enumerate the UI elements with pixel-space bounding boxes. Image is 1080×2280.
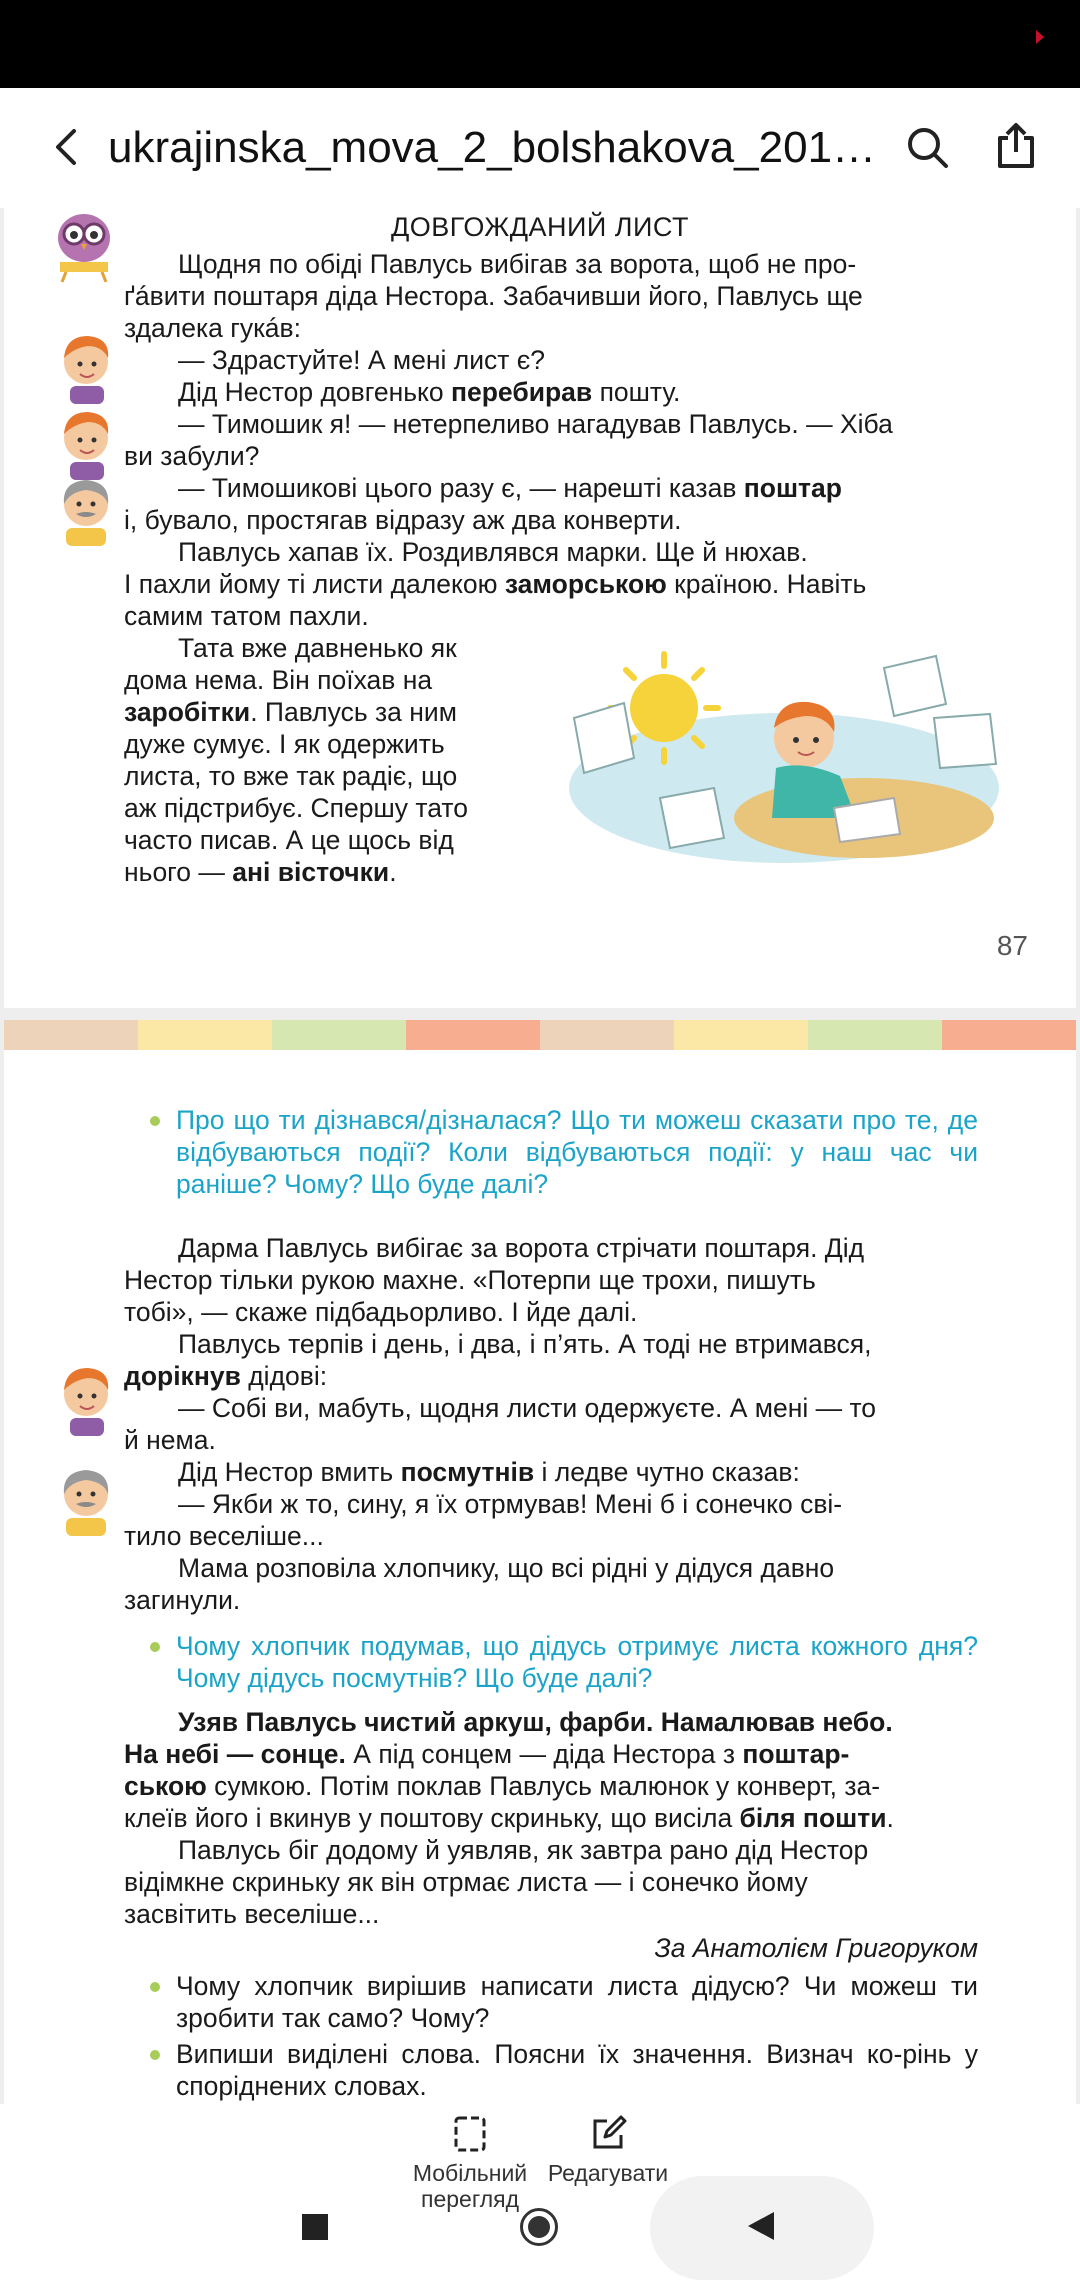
- paragraph-line: ви забули?: [124, 441, 260, 471]
- document-page: [4, 208, 1076, 1008]
- paragraph: Узяв Павлусь чистий аркуш, фарби. Намалював небо.: [178, 1707, 893, 1737]
- status-bar: [0, 0, 1080, 88]
- paragraph: Щодня по обіді Павлусь вибігав за ворота, щоб не про-: [178, 249, 857, 279]
- record-indicator-icon: [1036, 30, 1044, 44]
- paragraph-line: тило веселіше...: [124, 1521, 324, 1551]
- paragraph: Тата вже давненько як: [178, 633, 457, 663]
- decorative-stripe: [4, 1020, 1076, 1050]
- grandfather-avatar-icon: [52, 1460, 116, 1536]
- paragraph-line: і, бувало, простягав відразу аж два конверти.: [124, 505, 682, 535]
- paragraph-line: заробітки. Павлусь за ним: [124, 697, 457, 727]
- question: Випиши виділені слова. Поясни їх значення. Визнач ко-рінь у споріднених словах.: [176, 2039, 978, 2101]
- paragraph-line: засвітить веселіше...: [124, 1899, 380, 1929]
- edit-label: Редагувати: [547, 2160, 669, 2186]
- stripe-segment: [138, 1020, 272, 1050]
- paragraph-line: нього — ані вісточки.: [124, 857, 397, 887]
- paragraph-line: відімкне скриньку як він отрмає листа — і сонечко йому: [124, 1867, 808, 1897]
- stripe-segment: [942, 1020, 1076, 1050]
- paragraph: — Тимошикові цього разу є, — нарешті казав поштар: [178, 473, 842, 503]
- mobile-view-icon: [452, 2114, 488, 2154]
- chevron-left-icon: [50, 127, 80, 167]
- paragraph-line: дорікнув дідові:: [124, 1361, 328, 1391]
- stripe-segment: [808, 1020, 942, 1050]
- paragraph-line: І пахли йому ті листи далекою заморською країною. Навіть: [124, 569, 867, 599]
- paragraph: Павлусь біг додому й уявляв, як завтра рано дід Нестор: [178, 1835, 869, 1865]
- paragraph-line: ською сумкою. Потім поклав Павлусь малюнок у конверт, за-: [124, 1771, 881, 1801]
- paragraph-line: загинули.: [124, 1585, 241, 1615]
- boy-writing-letter-illustration: [564, 648, 1004, 868]
- search-button[interactable]: [900, 120, 956, 176]
- paragraph: Дід Нестор вмить посмутнів і ледве чутно сказав:: [178, 1457, 800, 1487]
- share-button[interactable]: [988, 116, 1044, 176]
- stripe-segment: [272, 1020, 406, 1050]
- paragraph: Мама розповіла хлопчику, що всі рідні у дідуся давно: [178, 1553, 835, 1583]
- question: Чому хлопчик вирішив написати листа дідусю? Чи можеш ти зробити так само? Чому?: [176, 1971, 978, 2033]
- app-header: [0, 88, 1080, 208]
- question: Чому хлопчик подумав, що дідусь отримує листа кожного дня? Чому дідусь посмутнів? Що буде далі?: [176, 1631, 978, 1693]
- edit-icon: [589, 2115, 627, 2153]
- paragraph: Павлусь хапав їх. Роздивлявся марки. Ще й нюхав.: [178, 537, 808, 567]
- paragraph-line: самим татом пахли.: [124, 601, 369, 631]
- bullet-icon: [150, 1642, 160, 1652]
- paragraph: — Собі ви, мабуть, щодня листи одержуєте. А мені — то: [178, 1393, 877, 1423]
- stripe-segment: [540, 1020, 674, 1050]
- paragraph-line: ґáвити поштаря діда Нестора. Забачивши його, Павлусь ще: [124, 281, 863, 311]
- back-button[interactable]: [40, 122, 90, 172]
- edit-button[interactable]: [508, 2108, 708, 2186]
- paragraph-line: клеїв його і вкинув у поштову скриньку, що висіла біля пошти.: [124, 1803, 894, 1833]
- paragraph-line: Нестор тільки рукою махне. «Потерпи ще трохи, пишуть: [124, 1265, 816, 1295]
- boy-avatar-icon: [52, 328, 116, 404]
- paragraph: Павлусь терпів і день, і два, і п’ять. А тоді не втримався,: [178, 1329, 872, 1359]
- paragraph-line: аж підстрибує. Спершу тато: [124, 793, 468, 823]
- paragraph: Дід Нестор довгенько перебирав пошту.: [178, 377, 681, 407]
- home-button[interactable]: [520, 2208, 558, 2246]
- paragraph: — Тимошик я! — нетерпеливо нагадував Павлусь. — Хіба: [178, 409, 893, 439]
- stripe-segment: [674, 1020, 808, 1050]
- share-icon: [996, 122, 1036, 170]
- stripe-segment: [4, 1020, 138, 1050]
- paragraph-line: часто писав. А це щось від: [124, 825, 454, 855]
- bullet-icon: [150, 1116, 160, 1126]
- paragraph: — Здрастуйте! А мені лист є?: [178, 345, 546, 375]
- recents-button[interactable]: [302, 2214, 328, 2240]
- document-page: [4, 1020, 1076, 2104]
- bullet-icon: [150, 2050, 160, 2060]
- paragraph: Дарма Павлусь вибігає за ворота стрічати поштаря. Дід: [178, 1233, 865, 1263]
- bullet-icon: [150, 1982, 160, 1992]
- search-icon: [906, 126, 950, 170]
- paragraph: — Якби ж то, сину, я їх отрмував! Мені б і сонечко сві-: [178, 1489, 843, 1519]
- story-heading: ДОВГОЖДАНИЙ ЛИСТ: [390, 212, 690, 242]
- document-viewer[interactable]: [0, 208, 1080, 2104]
- question: Про що ти дізнався/дізналася? Що ти можеш сказати про те, де відбуваються події? Коли відбуваються події: у наш час чи раніше? Чому? Що буде далі?: [176, 1105, 978, 1199]
- paragraph-line: здалека гукáв:: [124, 313, 301, 343]
- bottom-bar: [0, 2104, 1080, 2280]
- boy-avatar-icon: [52, 1360, 116, 1436]
- document-title: ukrajinska_mova_2_bolshakova_201…: [108, 123, 877, 172]
- paragraph-line: й нема.: [124, 1425, 216, 1455]
- paragraph-line: дома нема. Він поїхав на: [124, 665, 433, 695]
- stripe-segment: [406, 1020, 540, 1050]
- page-number: 87: [996, 930, 1028, 961]
- grandfather-avatar-icon: [52, 470, 116, 546]
- paragraph-line: дуже сумує. І як одержить: [124, 729, 445, 759]
- paragraph-line: тобі», — скаже підбадьорливо. І йде далі.: [124, 1297, 638, 1327]
- paragraph-line: На небі — сонце. А під сонцем — діда Нестора з поштар-: [124, 1739, 850, 1769]
- author-credit: За Анатолієм Григоруком: [654, 1933, 978, 1963]
- mobile-view-label: Мобільний перегляд: [412, 2160, 528, 2212]
- paragraph-line: листа, то вже так радіє, що: [124, 761, 458, 791]
- back-nav-button[interactable]: [748, 2212, 774, 2240]
- boy-avatar-icon: [52, 404, 116, 480]
